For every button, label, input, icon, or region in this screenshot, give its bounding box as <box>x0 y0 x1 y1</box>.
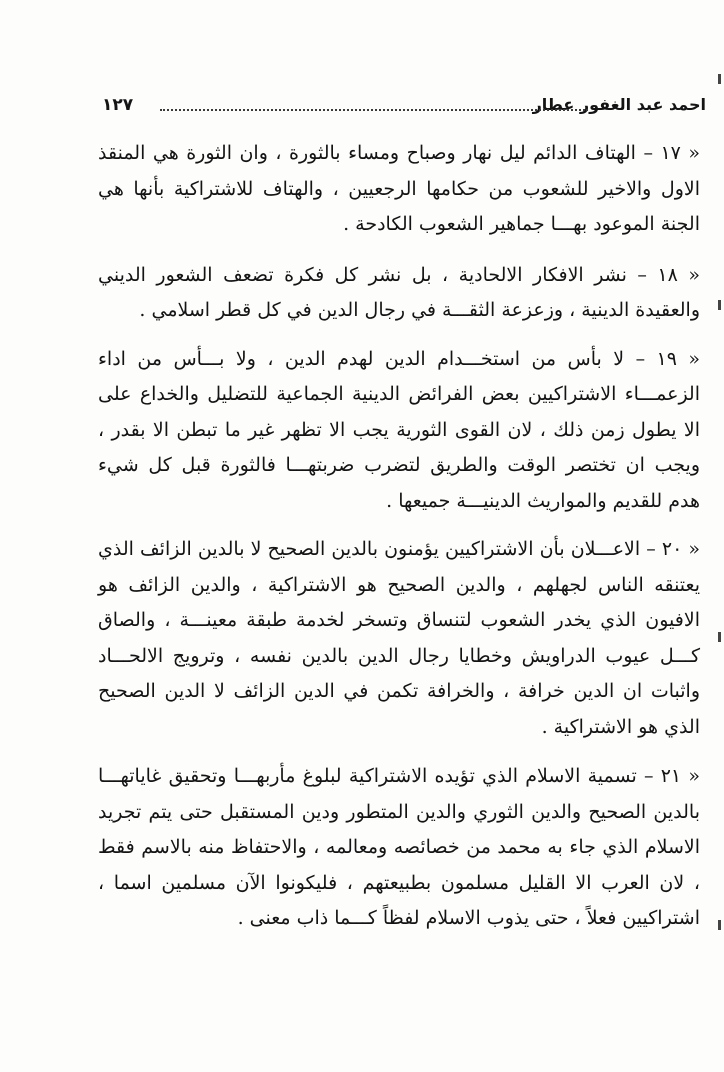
paragraph-19-text: لا بأس من استخـــدام الدين لهدم الدين ، ولا بـــأس من اداء الزعمـــاء الاشتراكيين بعض الفرائض الدينية الجماعية للتضليل والخداع على الا يطول زمن ذلك ، لان القوى الثورية يجب الا تظهر غير ما تبطن الا بقدر ، ويجب ان تختصر الوقت والطريق لتضرب ضربتهـــا فالثورة قبل كل شيء هدم للقديم والمواريث الدينيـــة جميعها . <box>98 347 700 512</box>
paragraph-18-quote: « <box>688 263 700 286</box>
paragraph-17-number: ١٧ <box>660 142 681 164</box>
paragraph-18-text: نشر الافكار الالحادية ، بل نشر كل فكرة تضعف الشعور الديني والعقيدة الدينية ، وزعزعة الثقـــة في رجال الدين في كل قطر اسلامي . <box>98 263 700 321</box>
paragraph-17 <box>98 136 700 243</box>
paragraph-18-dash: – <box>637 263 647 286</box>
paragraph-21-quote: « <box>688 765 700 787</box>
scan-margin-mark <box>718 300 721 310</box>
paragraph-17-dash: – <box>643 142 653 164</box>
paragraph-17-text: الهتاف الدائم ليل نهار وصباح ومساء بالثورة ، وان الثورة هي المنقذ الاول والاخير للشعوب من حكامها الرجعيين ، والهتاف للاشتراكية بأنها هي الجنة الموعود بهـــا جماهير الشعوب الكادحة . <box>98 142 700 235</box>
header-dot-leader <box>160 109 588 111</box>
scan-margin-mark <box>718 920 721 930</box>
paragraph-21-text: تسمية الاسلام الذي تؤيده الاشتراكية لبلوغ مأربهـــا وتحقيق غاياتهـــا بالدين الصحيح والدين الثوري والدين المتطور ودين المستقبل حتى يتم تجريد الاسلام الذي جاء به محمد من خصائصه ومعالمه ، والاحتفاظ منه بالاسم فقط ، لان العرب الا القليل مسلمون بطبيعتهم ، فليكونوا الآن مسلمين اسما ، اشتراكيين فعلاً ، حتى يذوب الاسلام لفظاً كـــما ذاب معنى . <box>98 765 700 929</box>
running-header <box>102 92 706 122</box>
header-author: احمد عبد الغفور عطار <box>532 95 706 114</box>
paragraph-21-dash: – <box>643 765 654 787</box>
paragraph-19-quote: « <box>688 347 701 370</box>
paragraph-20-dash: – <box>646 538 656 560</box>
page-number: ١٢٧ <box>102 95 134 115</box>
paragraph-20-text: الاعـــلان بأن الاشتراكيين يؤمنون بالدين الصحيح لا بالدين الزائف الذي يعتنقه الناس لجهلهم ، والدين الصحيح هو الاشتراكية ، والدين الزائف هو الافيون الذي يخدر الشعوب لتنساق وتسخر لخدمة طبقة معينـــة ، والصاق كـــل عيوب الدراويش وخطايا رجال الدين بالدين نفسه ، وترويج الالحـــاد واثبات ان الدين خرافة ، والخرافة تكمن في الدين الزائف لا الدين الصحيح الذي هو الاشتراكية . <box>98 538 700 738</box>
paragraph-21-number: ٢١ <box>660 765 682 787</box>
paragraph-20-quote: « <box>688 538 701 560</box>
paragraph-17-quote: « <box>688 142 701 164</box>
paragraph-18-number: ١٨ <box>657 263 678 286</box>
paragraph-19 <box>98 342 700 520</box>
paragraph-20-number: ٢٠ <box>661 538 683 560</box>
paragraph-19-number: ١٩ <box>656 347 677 370</box>
scan-margin-mark <box>718 632 721 642</box>
page-body <box>98 136 700 949</box>
scan-margin-mark <box>718 74 721 84</box>
paragraph-18 <box>98 258 700 329</box>
paragraph-21 <box>98 759 700 937</box>
paragraph-19-dash: – <box>635 347 646 370</box>
paragraph-20 <box>98 532 700 745</box>
